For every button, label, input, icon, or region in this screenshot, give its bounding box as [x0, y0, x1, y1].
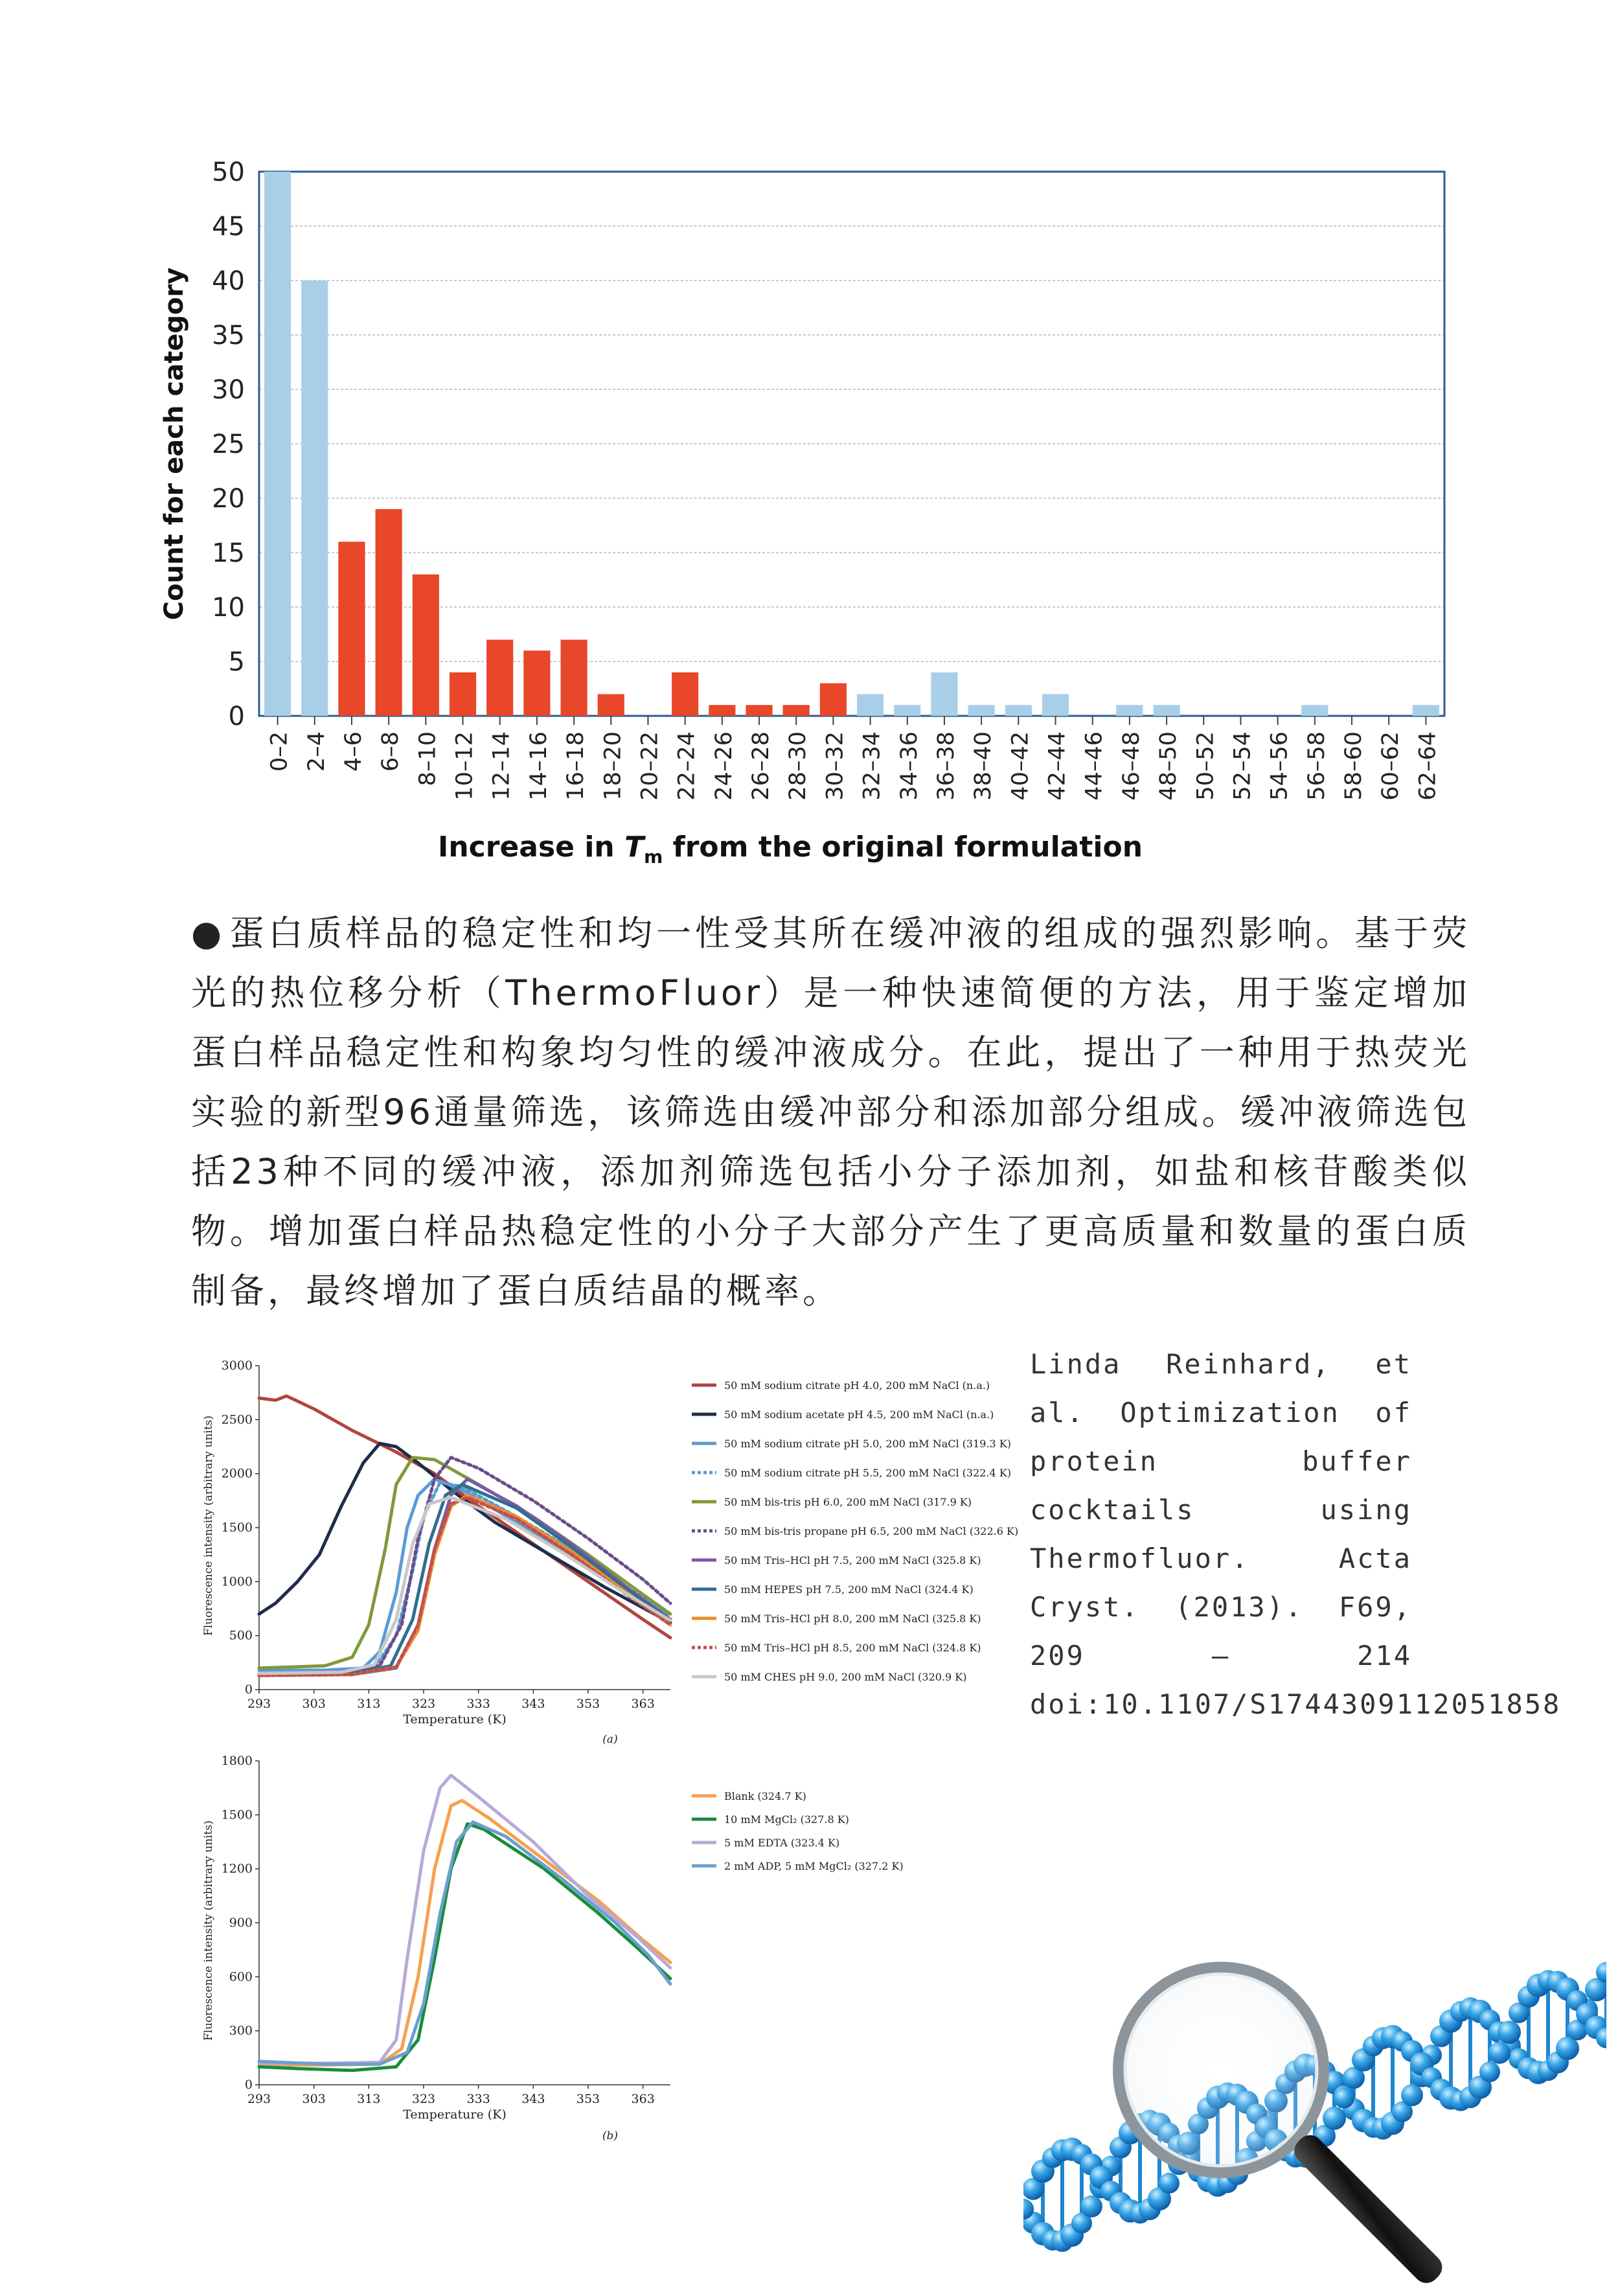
histogram-bar	[376, 509, 402, 716]
histogram-bar	[1042, 694, 1069, 716]
histogram-x-tick-label: 20–22	[637, 731, 663, 801]
dna-sphere	[1401, 2084, 1423, 2106]
histogram-x-tick-label: 0–2	[266, 731, 293, 772]
histogram-x-tick-label: 18–20	[600, 731, 626, 801]
histogram-y-tick-label: 25	[212, 430, 245, 459]
histogram-bar	[264, 172, 291, 716]
histogram-bar	[1301, 705, 1328, 716]
series-line	[259, 1822, 670, 2064]
x-tick-label: 363	[631, 2092, 655, 2106]
legend-label: 50 mM bis-tris propane pH 6.5, 200 mM NaCl (322.6 K)	[724, 1525, 1019, 1537]
citation-text: Linda Reinhard, et al. Optimization of protein buffer cocktails using Thermofluor. Acta Cryst. (2013). F69, 209 – 214 doi:10.1107/S1744309112051858	[1030, 1348, 1562, 1720]
y-tick-label: 1200	[221, 1861, 253, 1876]
legend-label: 50 mM sodium acetate pH 4.5, 200 mM NaCl (n.a.)	[724, 1408, 994, 1421]
x-tick-label: 313	[357, 1697, 381, 1711]
y-tick-label: 1500	[221, 1808, 253, 1822]
y-tick-label: 1000	[221, 1574, 253, 1589]
y-tick-label: 900	[229, 1916, 253, 1930]
legend-label: Blank (324.7 K)	[724, 1790, 806, 1802]
chart-b-legend	[692, 1790, 904, 1872]
legend-label: 5 mM EDTA (323.4 K)	[724, 1837, 840, 1849]
x-tick-label: 333	[466, 2092, 490, 2106]
y-tick-label: 0	[244, 2078, 253, 2092]
y-tick-label: 300	[229, 2023, 253, 2038]
dna-sphere	[1159, 2173, 1180, 2194]
histogram-y-tick-label: 15	[212, 538, 245, 568]
legend-label: 2 mM ADP, 5 mM MgCl₂ (327.2 K)	[724, 1860, 904, 1872]
abstract-paragraph	[191, 904, 1470, 1321]
x-tick-label: 333	[466, 1697, 490, 1711]
histogram-y-tick-label: 20	[212, 484, 245, 514]
chart-b-panel-label: (b)	[602, 2130, 619, 2142]
histogram-x-tick-label: 60–62	[1378, 731, 1404, 801]
histogram-bar	[857, 694, 883, 716]
histogram-y-tick-label: 45	[212, 212, 245, 242]
x-tick-label: 343	[521, 2092, 545, 2106]
histogram-x-tick-label: 22–24	[674, 731, 700, 801]
legend-label: 50 mM sodium citrate pH 4.0, 200 mM NaCl (n.a.)	[724, 1379, 990, 1392]
histogram-x-tick-label: 34–36	[896, 731, 922, 801]
histogram-x-tick-label: 10–12	[451, 731, 478, 801]
histogram-x-axis-label: Increase in $T_m$ from the original formulation	[437, 831, 1143, 867]
x-tick-label: 303	[302, 2092, 326, 2106]
dna-sphere	[1080, 2196, 1102, 2218]
legend-label: 50 mM Tris–HCl pH 8.5, 200 mM NaCl (324.8 K)	[724, 1642, 981, 1654]
fluorescence-chart-a	[188, 1348, 1023, 1749]
series-line	[259, 1396, 670, 1638]
histogram-y-tick-label: 40	[212, 266, 245, 296]
histogram-x-tick-label: 52–54	[1229, 731, 1256, 801]
histogram-bar	[931, 672, 957, 716]
chart-b-axes	[222, 1754, 670, 2106]
chart-b-y-axis-label: Fluorescence intensity (arbitrary units)	[202, 1820, 215, 2041]
histogram-y-tick-label: 10	[212, 593, 245, 623]
histogram-bar	[709, 705, 735, 716]
histogram-y-tick-labels	[212, 157, 245, 731]
tm-increase-histogram	[142, 130, 1477, 894]
chart-b-x-axis-label: Temperature (K)	[403, 2107, 507, 2122]
chart-a-x-axis-label: Temperature (K)	[403, 1712, 507, 1727]
chart-a-series-lines	[259, 1396, 670, 1676]
y-tick-label: 1800	[221, 1754, 253, 1768]
y-tick-label: 3000	[221, 1359, 253, 1373]
histogram-bar	[301, 281, 328, 716]
y-tick-label: 2500	[221, 1412, 253, 1427]
histogram-bar	[338, 542, 365, 716]
legend-label: 50 mM HEPES pH 7.5, 200 mM NaCl (324.4 K)	[724, 1583, 974, 1596]
histogram-bar	[783, 705, 810, 716]
histogram-x-tick-label: 2–4	[303, 731, 330, 772]
chart-a-panel-label: (a)	[602, 1733, 618, 1746]
histogram-x-tick-label: 38–40	[970, 731, 997, 801]
legend-label: 50 mM Tris–HCl pH 7.5, 200 mM NaCl (325.8 K)	[724, 1554, 981, 1567]
histogram-bar	[1413, 705, 1439, 716]
y-tick-label: 1500	[221, 1521, 253, 1535]
y-tick-label: 500	[229, 1628, 253, 1643]
histogram-x-tick-label: 62–64	[1415, 731, 1441, 801]
histogram-y-tick-label: 50	[212, 157, 245, 187]
histogram-x-tick-label: 4–6	[340, 731, 367, 772]
dna-sphere	[1323, 2107, 1346, 2130]
y-tick-label: 2000	[221, 1466, 253, 1481]
histogram-x-tick-label: 42–44	[1044, 731, 1071, 801]
x-tick-label: 293	[247, 1697, 271, 1711]
legend-label: 50 mM sodium citrate pH 5.5, 200 mM NaCl (322.4 K)	[724, 1467, 1012, 1479]
legend-label: 50 mM Tris–HCl pH 8.0, 200 mM NaCl (325.8 K)	[724, 1613, 981, 1625]
histogram-bar	[450, 672, 476, 716]
histogram-x-tick-label: 46–48	[1118, 731, 1145, 801]
histogram-y-axis-label: Count for each category	[159, 267, 189, 621]
bullet-icon: ●	[191, 913, 226, 954]
histogram-x-tick-label: 12–14	[488, 731, 515, 801]
histogram-x-tick-label: 50–52	[1192, 731, 1219, 801]
histogram-bar	[561, 639, 587, 716]
histogram-x-tick-label: 54–56	[1266, 731, 1293, 801]
histogram-bar	[672, 672, 698, 716]
histogram-x-tick-label: 36–38	[933, 731, 959, 801]
histogram-bar	[413, 575, 439, 716]
histogram-x-tick-labels	[267, 716, 1441, 801]
histogram-x-tick-label: 56–58	[1303, 731, 1330, 801]
histogram-x-tick-label: 26–28	[748, 731, 775, 801]
histogram-x-tick-label: 16–18	[563, 731, 589, 801]
dna-sphere	[1498, 2021, 1521, 2044]
x-tick-label: 353	[576, 1697, 600, 1711]
histogram-bar	[486, 639, 513, 716]
x-tick-label: 343	[521, 1697, 545, 1711]
series-line	[259, 1800, 670, 2065]
x-tick-label: 323	[411, 2092, 436, 2106]
series-line	[259, 1497, 670, 1675]
dna-sphere	[1479, 2061, 1500, 2082]
histogram-bar	[1154, 705, 1180, 716]
histogram-bar	[1005, 705, 1032, 716]
chart-a-legend	[692, 1379, 1018, 1683]
histogram-bar	[820, 683, 847, 716]
histogram-y-tick-label: 35	[212, 321, 245, 350]
series-line	[259, 1497, 670, 1673]
legend-label: 50 mM bis-tris pH 6.0, 200 mM NaCl (317.9 K)	[724, 1496, 972, 1508]
histogram-bar	[894, 705, 920, 716]
histogram-x-tick-label: 32–34	[859, 731, 885, 801]
histogram-x-tick-label: 58–60	[1341, 731, 1367, 801]
x-tick-label: 313	[357, 2092, 381, 2106]
x-tick-label: 353	[576, 2092, 600, 2106]
histogram-x-tick-label: 28–30	[785, 731, 812, 801]
legend-label: 10 mM MgCl₂ (327.8 K)	[724, 1813, 849, 1826]
fluorescence-chart-b	[188, 1743, 1023, 2144]
x-tick-label: 293	[247, 2092, 271, 2106]
legend-label: 50 mM CHES pH 9.0, 200 mM NaCl (320.9 K)	[724, 1671, 967, 1683]
y-tick-label: 600	[229, 1969, 253, 1984]
chart-a-y-axis-label: Fluorescence intensity (arbitrary units)	[202, 1415, 215, 1636]
histogram-bar	[968, 705, 995, 716]
histogram-x-tick-label: 6–8	[378, 731, 404, 772]
x-tick-label: 323	[411, 1697, 436, 1711]
dna-sphere	[1334, 2088, 1354, 2109]
histogram-bar	[598, 694, 624, 716]
histogram-y-tick-label: 30	[212, 375, 245, 405]
chart-b-series-lines	[259, 1775, 670, 2071]
dna-sphere	[1488, 2042, 1510, 2064]
legend-label: 50 mM sodium citrate pH 5.0, 200 mM NaCl (319.3 K)	[724, 1438, 1012, 1450]
series-line	[259, 1495, 670, 1675]
histogram-bar	[523, 650, 550, 716]
series-line	[259, 1824, 670, 2071]
histogram-x-tick-label: 40–42	[1007, 731, 1034, 801]
dna-magnifier-illustration	[1023, 1931, 1606, 2296]
histogram-bar	[1116, 705, 1143, 716]
x-tick-label: 303	[302, 1697, 326, 1711]
histogram-x-tick-label: 24–26	[711, 731, 737, 801]
histogram-bar	[746, 705, 772, 716]
histogram-y-tick-label: 5	[228, 647, 245, 677]
histogram-x-tick-label: 30–32	[822, 731, 849, 801]
histogram-x-tick-label: 48–50	[1156, 731, 1182, 801]
chart-a-axes	[222, 1359, 670, 1711]
y-tick-label: 0	[244, 1682, 253, 1697]
abstract-text: 蛋白质样品的稳定性和均一性受其所在缓冲液的组成的强烈影响。基于荧光的热位移分析（ThermoFluor）是一种快速简便的方法，用于鉴定增加蛋白样品稳定性和构象均匀性的缓冲液成分。在此，提出了一种用于热荧光实验的新型96通量筛选，该筛选由缓冲部分和添加部分组成。缓冲液筛选包括23种不同的缓冲液，添加剂筛选包括小分子添加剂，如盐和核苷酸类似物。增加蛋白样品热稳定性的小分子大部分产生了更高质量和数量的蛋白质制备，最终增加了蛋白质结晶的概率。	[191, 913, 1471, 1311]
x-tick-label: 363	[631, 1697, 655, 1711]
histogram-x-tick-label: 44–46	[1081, 731, 1108, 801]
histogram-x-tick-label: 8–10	[415, 731, 441, 786]
histogram-y-tick-label: 0	[228, 702, 245, 731]
histogram-x-tick-label: 14–16	[525, 731, 552, 801]
